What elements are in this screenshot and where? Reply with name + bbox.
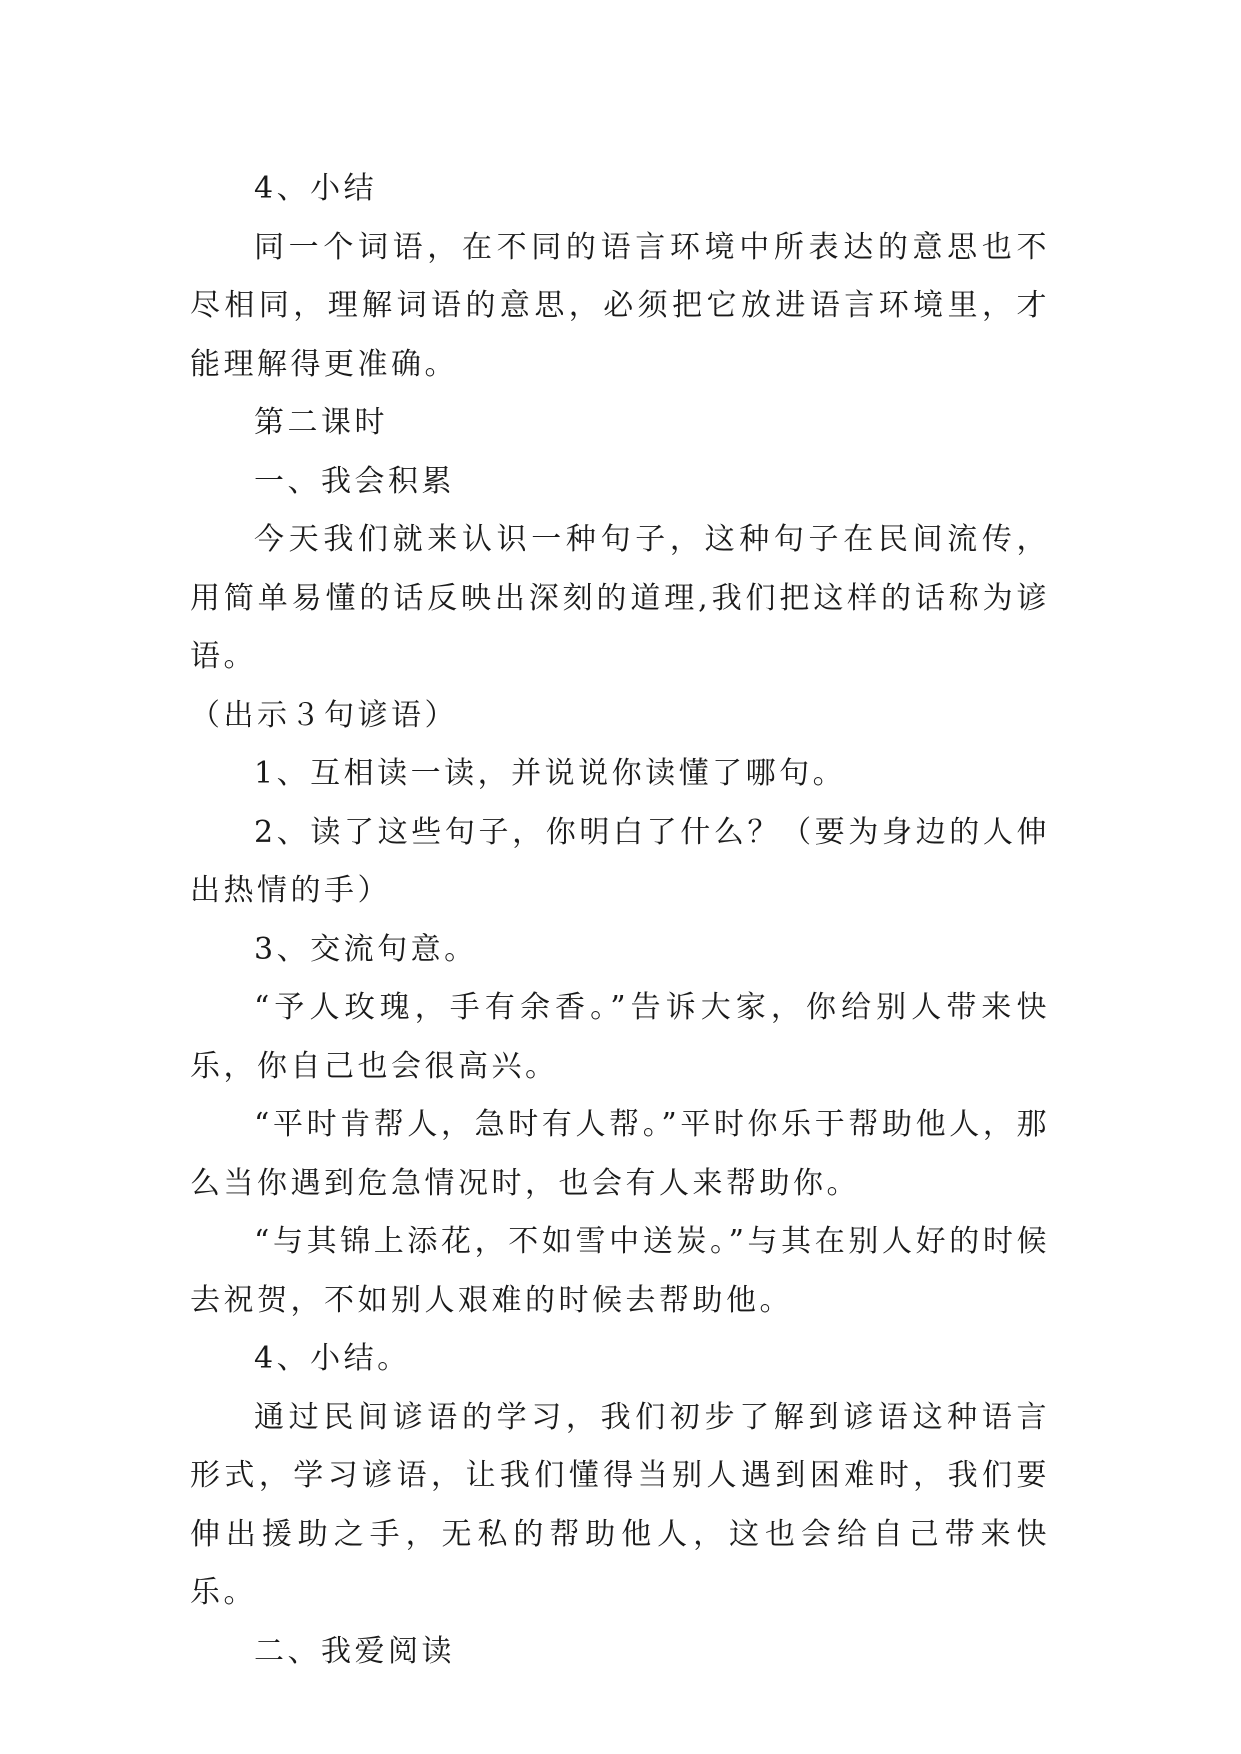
summary-paragraph: 同一个词语，在不同的语言环境中所表达的意思也不尽相同，理解词语的意思，必须把它放进语言环境里，才能理解得更准确。 bbox=[190, 229, 1050, 382]
intro-paragraph: 今天我们就来认识一种句子，这种句子在民间流传，用简单易懂的话反映出深刻的道理,我们把这样的话称为谚语。 bbox=[190, 522, 1050, 674]
summary-heading: 4、小结 bbox=[254, 171, 378, 206]
section-heading: 二、我爱阅读 bbox=[254, 1633, 455, 1669]
summary-heading: 4、小结。 bbox=[254, 1341, 411, 1376]
show-proverbs-note: （出示３句谚语） bbox=[190, 697, 458, 733]
proverb-paragraph: “与其锦上添花，不如雪中送炭。”与其在别人好的时候去祝贺，不如别人艰难的时候去帮助他。 bbox=[190, 1224, 1050, 1318]
summary-paragraph: 通过民间谚语的学习，我们初步了解到谚语这种语言形式，学习谚语，让我们懂得当别人遇到困难时，我们要伸出援助之手，无私的帮助他人，这也会给自己带来快乐。 bbox=[190, 1399, 1050, 1610]
proverb-paragraph: “平时肯帮人，急时有人帮。”平时你乐于帮助他人，那么当你遇到危急情况时，也会有人来帮助你。 bbox=[190, 1107, 1050, 1201]
step-item: 2、读了这些句子，你明白了什么？（要为身边的人伸出热情的手） bbox=[190, 814, 1050, 908]
lesson-title: 第二课时 bbox=[254, 405, 388, 440]
document-body bbox=[190, 160, 1050, 1681]
proverb-paragraph: “予人玫瑰，手有余香。”告诉大家，你给别人带来快乐，你自己也会很高兴。 bbox=[190, 990, 1050, 1084]
step-item: 1、互相读一读，并说说你读懂了哪句。 bbox=[254, 756, 847, 791]
section-heading: 一、我会积累 bbox=[254, 463, 455, 499]
step-item: 3、交流句意。 bbox=[254, 931, 478, 967]
